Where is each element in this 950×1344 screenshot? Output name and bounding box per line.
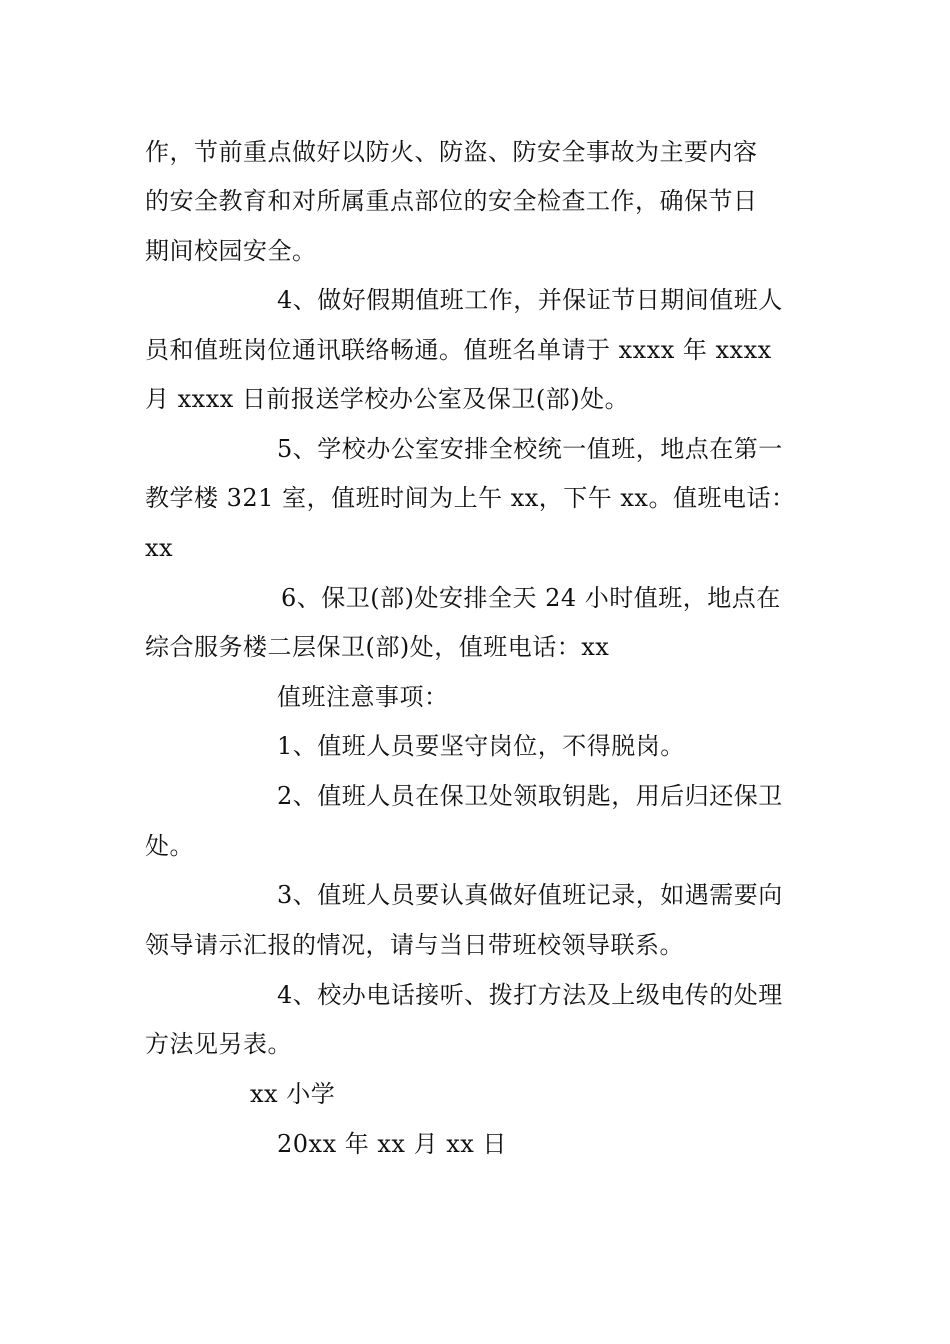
text-line: xx [145, 534, 174, 562]
text-line: 期间校园安全。 [145, 237, 317, 265]
text-line: 2、值班人员在保卫处领取钥匙，用后归还保卫 [277, 782, 783, 810]
text-line: 综合服务楼二层保卫(部)处，值班电话：xx [145, 633, 610, 661]
text-line: 3、值班人员要认真做好值班记录，如遇需要向 [277, 881, 783, 909]
text-line: 作，节前重点做好以防火、防盗、防安全事故为主要内容 [145, 138, 758, 166]
text-line: 1、值班人员要坚守岗位，不得脱岗。 [277, 732, 685, 760]
text-line: 6、保卫(部)处安排全天 24 小时值班，地点在 [281, 584, 781, 612]
text-line: 5、学校办公室安排全校统一值班，地点在第一 [277, 435, 783, 463]
signature-school: xx 小学 [250, 1080, 336, 1108]
signature-date: 20xx 年 xx 月 xx 日 [277, 1130, 507, 1158]
text-line: 员和值班岗位通讯联络畅通。值班名单请于 xxxx 年 xxxx [145, 336, 772, 364]
text-line: 4、做好假期值班工作，并保证节日期间值班人 [277, 286, 783, 314]
text-line: 领导请示汇报的情况，请与当日带班校领导联系。 [145, 931, 684, 959]
text-line: 教学楼 321 室，值班时间为上午 xx，下午 xx。值班电话： [145, 484, 796, 512]
text-line: 处。 [145, 832, 194, 860]
text-line: 方法见另表。 [145, 1030, 292, 1058]
text-line: 的安全教育和对所属重点部位的安全检查工作，确保节日 [145, 187, 758, 215]
text-line: 值班注意事项： [277, 683, 449, 711]
text-line: 月 xxxx 日前报送学校办公室及保卫(部)处。 [145, 385, 630, 413]
text-line: 4、校办电话接听、拨打方法及上级电传的处理 [277, 981, 783, 1009]
